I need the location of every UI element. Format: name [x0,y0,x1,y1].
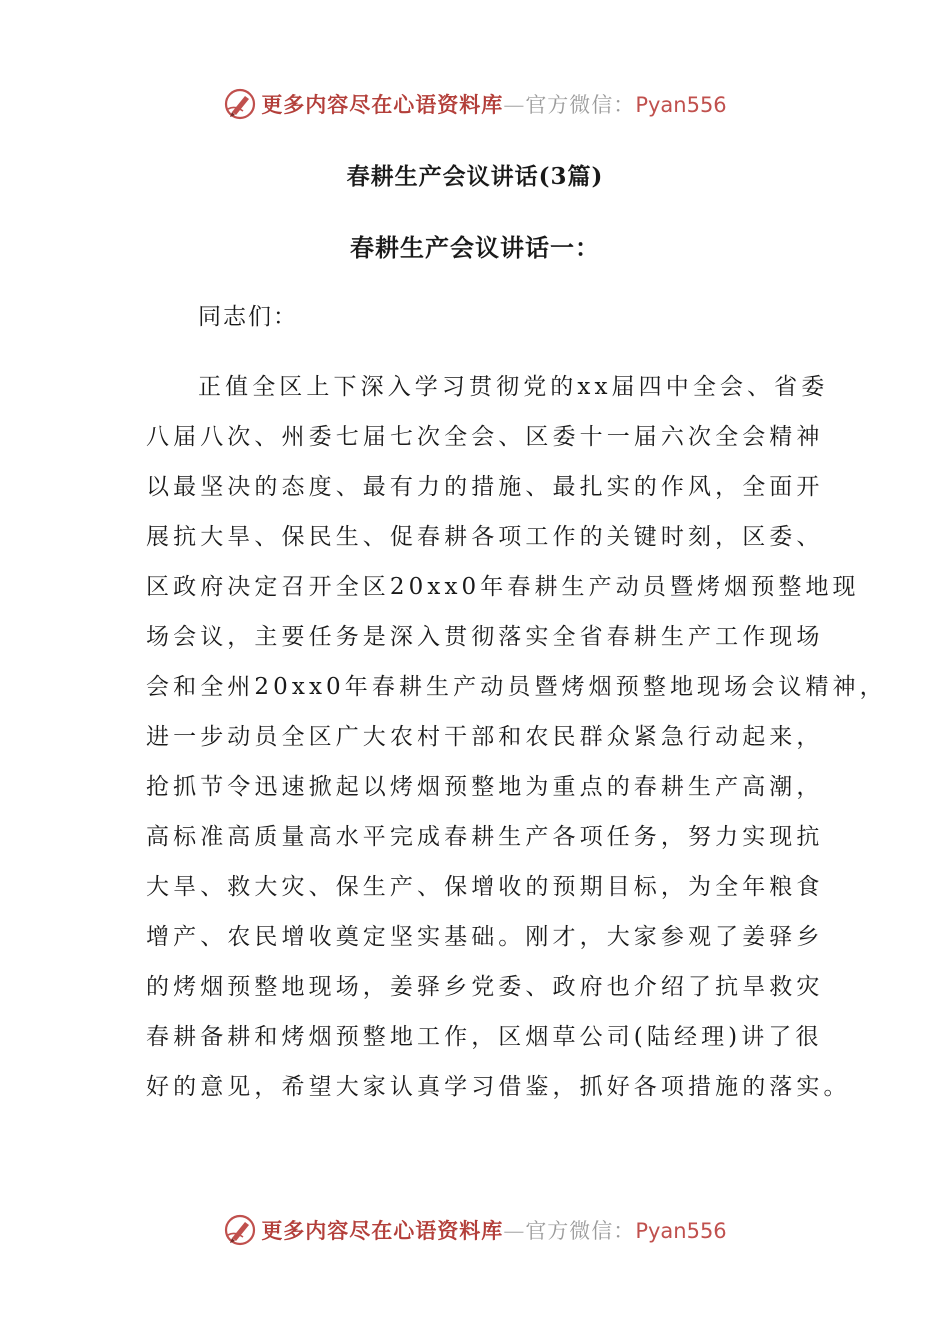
watermark-id: Pyan556 [635,93,727,117]
paragraph-line: 场会议，主要任务是深入贯彻落实全省春耕生产工作现场 [146,624,824,650]
paragraph-line: 增产、农民增收奠定坚实基础。刚才，大家参观了姜驿乡 [146,924,824,950]
paragraph-line: 大旱、救大灾、保生产、保增收的预期目标，为全年粮食 [146,874,824,900]
paragraph-line: 以最坚决的态度、最有力的措施、最扎实的作风，全面开 [146,474,824,500]
watermark-dash: — [503,1219,526,1243]
watermark-label: 官方微信： [525,93,636,117]
watermark-text [261,89,726,119]
paragraph-line: 抢抓节令迅速掀起以烤烟预整地为重点的春耕生产高潮， [146,774,824,800]
watermark-footer [0,1208,950,1252]
document-subtitle: 春耕生产会议讲话一： [350,233,600,262]
document-title: 春耕生产会议讲话(3篇) [346,163,604,190]
paragraph-line: 会和全州20xx0年春耕生产动员暨烤烟预整地现场会议精神， [146,674,887,700]
watermark-text [261,1215,726,1245]
pen-logo-icon [223,1213,257,1247]
pen-logo-icon [223,87,257,121]
watermark-brand: 更多内容尽在心语资料库 [261,1218,504,1243]
watermark-dash: — [503,93,526,117]
paragraph-line: 进一步动员全区广大农村干部和农民群众紧急行动起来， [146,724,824,750]
watermark-brand: 更多内容尽在心语资料库 [261,92,504,117]
paragraph-line: 春耕备耕和烤烟预整地工作，区烟草公司(陆经理)讲了很 [146,1024,823,1050]
watermark-header [0,82,950,126]
paragraph-line: 好的意见，希望大家认真学习借鉴，抓好各项措施的落实。 [146,1074,851,1100]
paragraph-line: 高标准高质量高水平完成春耕生产各项任务，努力实现抗 [146,824,824,850]
paragraph-line: 八届八次、州委七届七次全会、区委十一届六次全会精神 [146,424,824,450]
paragraph-line: 区政府决定召开全区20xx0年春耕生产动员暨烤烟预整地现 [146,574,860,600]
watermark-id: Pyan556 [635,1219,727,1243]
watermark-label: 官方微信： [525,1219,636,1243]
salutation: 同志们： [198,304,298,330]
paragraph-line: 展抗大旱、保民生、促春耕各项工作的关键时刻，区委、 [146,524,824,550]
paragraph-line: 正值全区上下深入学习贯彻党的xx届四中全会、省委 [198,374,829,400]
body-paragraph [146,362,887,1112]
paragraph-line: 的烤烟预整地现场，姜驿乡党委、政府也介绍了抗旱救灾 [146,974,824,1000]
